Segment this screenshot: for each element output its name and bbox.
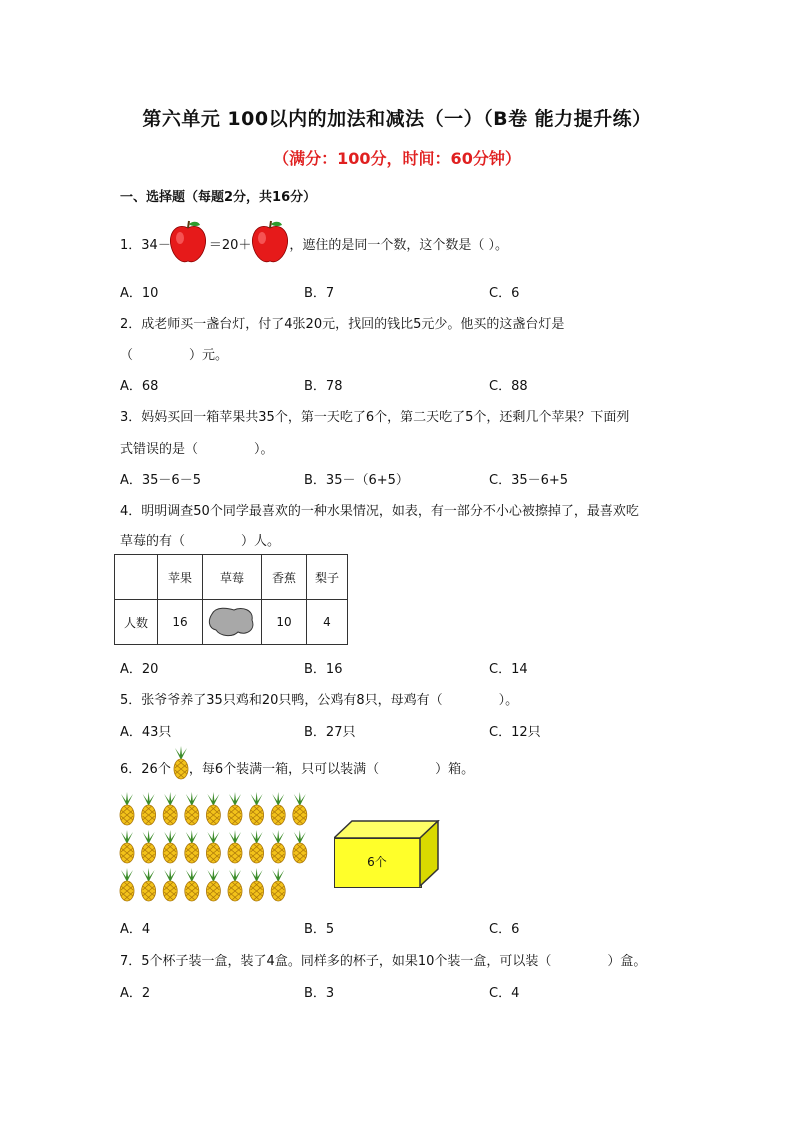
pineapple-grid bbox=[118, 792, 318, 904]
q1-option-c[interactable]: C．6 bbox=[489, 286, 520, 301]
pineapple-icon bbox=[142, 868, 156, 901]
pineapple-icon bbox=[142, 830, 156, 863]
pineapple-icon bbox=[250, 792, 264, 825]
q4-line1: 4．明明调查50个同学最喜欢的一种水果情况，如表，有一部分不小心被擦掉了，最喜欢吃 bbox=[120, 504, 639, 519]
pineapple-icon bbox=[271, 792, 285, 825]
q3-line2: 式错误的是（ ）。 bbox=[120, 442, 274, 457]
table-header-row bbox=[115, 555, 348, 600]
pineapple-icon bbox=[206, 830, 220, 863]
q4-option-b[interactable]: B．16 bbox=[304, 662, 343, 677]
question-6: 6．26个 ，每6个装满一箱，只可以装满（ ）箱。 bbox=[120, 762, 475, 777]
pineapple-icon bbox=[271, 868, 285, 901]
table-header-cell: 梨子 bbox=[307, 555, 348, 600]
table-header-cell: 草莓 bbox=[203, 555, 262, 600]
q1-option-a[interactable]: A．10 bbox=[120, 286, 159, 301]
pineapple-icon bbox=[250, 868, 264, 901]
q6-option-c[interactable]: C．6 bbox=[489, 922, 520, 937]
q4-option-c[interactable]: C．14 bbox=[489, 662, 528, 677]
q5-option-c[interactable]: C．12只 bbox=[489, 725, 541, 740]
apple-icon bbox=[250, 220, 290, 264]
pineapple-icon bbox=[172, 746, 190, 780]
pineapple-icon bbox=[293, 830, 307, 863]
table-header-cell bbox=[115, 555, 158, 600]
table-header-cell: 香蕉 bbox=[262, 555, 307, 600]
q2-option-c[interactable]: C．88 bbox=[489, 379, 528, 394]
q7-option-c[interactable]: C．4 bbox=[489, 986, 520, 1001]
apple-icon bbox=[168, 220, 208, 264]
q3-option-c[interactable]: C．35－6+5 bbox=[489, 473, 569, 488]
q6-option-a[interactable]: A．4 bbox=[120, 922, 151, 937]
pineapple-icon bbox=[185, 868, 199, 901]
q4-line2: 草莓的有（ ）人。 bbox=[120, 534, 281, 549]
table-row bbox=[115, 600, 348, 645]
pineapple-icon bbox=[185, 792, 199, 825]
pineapple-icon bbox=[120, 792, 134, 825]
pineapple-icon bbox=[206, 868, 220, 901]
q2-line2: （ ）元。 bbox=[120, 348, 229, 363]
q7-option-a[interactable]: A．2 bbox=[120, 986, 151, 1001]
q1-text-a: 1．34－ bbox=[120, 238, 171, 253]
page-subtitle: （满分：100分，时间：60分钟） bbox=[273, 149, 521, 168]
q2-option-b[interactable]: B．78 bbox=[304, 379, 343, 394]
fruit-survey-table bbox=[114, 554, 348, 645]
q5-option-a[interactable]: A．43只 bbox=[120, 725, 172, 740]
section-heading: 一、选择题（每题2分，共16分） bbox=[120, 190, 317, 205]
pineapple-icon bbox=[185, 830, 199, 863]
table-cell: 10 bbox=[262, 600, 307, 645]
table-header-cell: 苹果 bbox=[158, 555, 203, 600]
q2-line1: 2．成老师买一盏台灯，付了4张20元，找回的钱比5元少。他买的这盏台灯是 bbox=[120, 317, 565, 332]
table-cell: 16 bbox=[158, 600, 203, 645]
q5-line1: 5．张爷爷养了35只鸡和20只鸭，公鸡有8只，母鸡有（ ）。 bbox=[120, 693, 519, 708]
q5-option-b[interactable]: B．27只 bbox=[304, 725, 356, 740]
q3-option-a[interactable]: A．35－6－5 bbox=[120, 473, 201, 488]
pineapple-icon bbox=[228, 830, 242, 863]
pineapple-icon bbox=[163, 868, 177, 901]
table-cell-erased bbox=[203, 600, 262, 645]
pineapple-icon bbox=[120, 868, 134, 901]
q6-option-b[interactable]: B．5 bbox=[304, 922, 335, 937]
pineapple-icon bbox=[142, 792, 156, 825]
q1-text-c: ，遮住的是同一个数，这个数是（ ）。 bbox=[289, 238, 509, 253]
pineapple-icon bbox=[228, 792, 242, 825]
erased-blob-icon bbox=[206, 602, 258, 640]
q3-line1: 3．妈妈买回一箱苹果共35个，第一天吃了6个，第二天吃了5个，还剩几个苹果？下面列 bbox=[120, 410, 630, 425]
q1-text-b: ＝20＋ bbox=[208, 238, 252, 253]
pineapple-icon bbox=[163, 830, 177, 863]
table-cell: 4 bbox=[307, 600, 348, 645]
q2-option-a[interactable]: A．68 bbox=[120, 379, 159, 394]
q7-line1: 7．5个杯子装一盒，装了4盒。同样多的杯子，如果10个装一盒，可以装（ ）盒。 bbox=[120, 954, 647, 969]
q4-option-a[interactable]: A．20 bbox=[120, 662, 159, 677]
q3-option-b[interactable]: B．35－（6+5） bbox=[304, 473, 409, 488]
page-title: 第六单元 100以内的加法和减法（一）（B卷 能力提升练） bbox=[142, 108, 652, 130]
table-row-label: 人数 bbox=[115, 600, 158, 645]
pineapple-icon bbox=[293, 792, 307, 825]
box-label: 6个 bbox=[367, 855, 387, 869]
pineapple-icon bbox=[228, 868, 242, 901]
pineapple-icon bbox=[250, 830, 264, 863]
q7-option-b[interactable]: B．3 bbox=[304, 986, 335, 1001]
pineapple-icon bbox=[271, 830, 285, 863]
pineapple-icon bbox=[163, 792, 177, 825]
pineapple-icon bbox=[206, 792, 220, 825]
pineapple-icon bbox=[120, 830, 134, 863]
q1-option-b[interactable]: B．7 bbox=[304, 286, 335, 301]
